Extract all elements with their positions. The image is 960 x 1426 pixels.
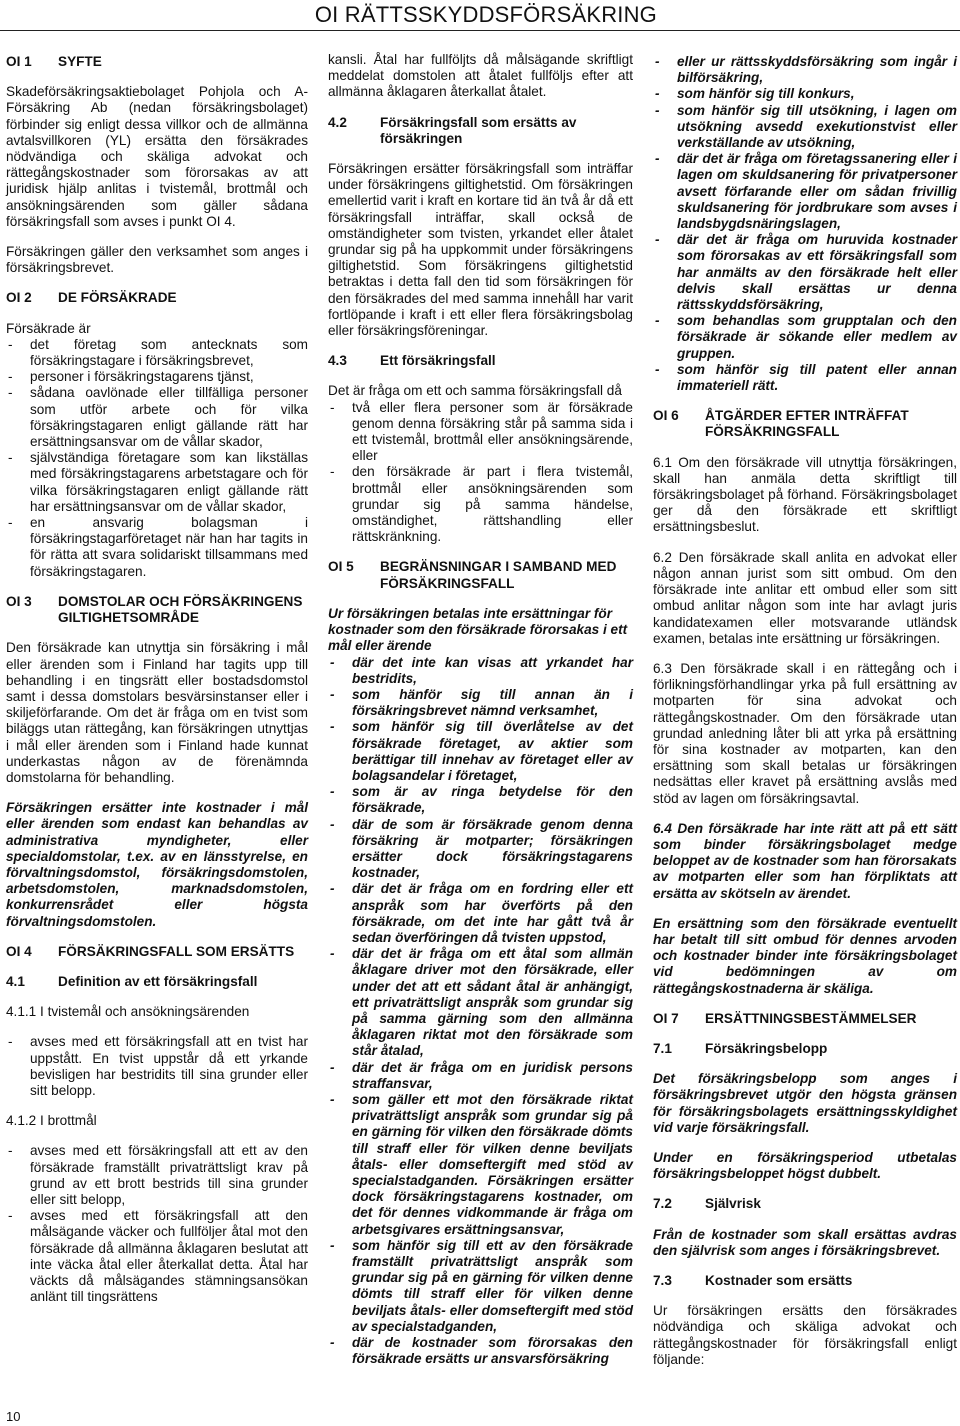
- title-bar: [0, 0, 960, 31]
- section-oi4-heading: [6, 944, 308, 960]
- column-3: [653, 54, 957, 1382]
- list-item: - där det är fråga om huruvida kostnader som förorsakas av ett försäkringsfall som har anmälts av den försäkrade helt eller delvis skall ersättas ur denna rättsskyddsförsäkring,: [653, 232, 957, 313]
- list-item: - avses med ett försäkringsfall att en tvist har uppstått. En tvist uppstår då ett yrkande bevisligen har bestridits till sina grunder eller sitt belopp.: [6, 1034, 308, 1099]
- list-item: - där det är fråga om en fordring eller ett anspråk som har överförts på den försäkrade, om det inte har gått två år sedan överföringen då tvisten uppstod,: [328, 881, 633, 946]
- list-item: - där de som är försäkrade genom denna försäkring är motparter; försäkringen ersätter dock försäkringstagarens kostnader,: [328, 817, 633, 882]
- paragraph-6-4: 6.4 Den försäkrade har inte rätt att på ett sätt som binder försäkringsbolaget medge beloppet av de kostnader som han förorsakats av motparten eller som han förpliktats att ersätta av skötseln av ärendet.: [653, 820, 957, 901]
- list-item: - en ansvarig bolagsman i försäkringstagarföretaget när han har tagits in för rätta att svara solidariskt tillsammans med försäkringstagaren.: [6, 515, 308, 580]
- subsection-title: Självrisk: [705, 1196, 761, 1212]
- subsection-4-1-2: 4.1.2 I brottmål: [6, 1113, 97, 1129]
- subsection-7-1-heading: [653, 1041, 957, 1057]
- paragraph-6-5: En ersättning som den försäkrade eventuellt har betalt till sitt ombud för dennes arvoden och kostnader binder inte försäkringsbolaget vid bedömningen av om rättegångskostnaderna är skäliga.: [653, 915, 957, 996]
- section-title: DOMSTOLAR OCH FÖRSÄKRINGENS GILTIGHETSOMRÅDE: [58, 593, 303, 626]
- subsection-title: Ett försäkringsfall: [380, 353, 496, 369]
- section-title: ERSÄTTNINGSBESTÄMMELSER: [705, 1010, 917, 1026]
- section-number: OI 3: [6, 593, 32, 609]
- s412-list: [6, 1143, 308, 1305]
- oi5-list: [328, 655, 633, 1368]
- list-item: - personer i försäkringstagarens tjänst,: [6, 369, 308, 385]
- list-item: - där det är fråga om ett åtal som allmän åklagare driver mot den försäkrade, eller under det att ett sådant åtal är anhängigt, ett privaträttsligt anspråk som grundar sig på samma gärning som den allmänna åklagaren riktat mot den försäkrade som står åtalad,: [328, 946, 633, 1059]
- subsection-number: 7.2: [653, 1196, 672, 1212]
- subsection-7-2-heading: [653, 1196, 957, 1212]
- list-item: - som är av ringa betydelse för den försäkrade,: [328, 784, 633, 816]
- subsection-title: Kostnader som ersätts: [705, 1273, 853, 1288]
- subsection-4-2-heading: [328, 115, 633, 147]
- subsection-4-3-heading: [328, 353, 633, 369]
- list-item: - som hänför sig till överlåtelse av det försäkrade företaget, av aktier som berättigar till innehav av företaget eller av bolagsandelar i företaget,: [328, 719, 633, 784]
- list-item: - där det inte kan visas att yrkandet har bestridits,: [328, 655, 633, 687]
- list-item: - som behandlas som grupptalan och den försäkrade är sökande eller medlem av gruppen.: [653, 313, 957, 362]
- list-item: - som gäller ett mot den försäkrade riktat privaträttsligt anspråk som grundar sig på en gärning för vilken den försäkrade dömts till straff eller för vilken denne beviljats åtals- eller domseftergift med stöd av specialstadganden. Försäkringen ersätter dock försäkringstagarens kostnader, om det för dennes vidkommande är fråga om arbetsgivares ersättningsansvar,: [328, 1092, 633, 1238]
- s42-paragraph: Försäkringen ersätter försäkringsfall som inträffar under försäkringens giltighetstid. Om försäkringen emellertid varit i kraft en kortare tid än två år då ett försäkringsfall inträffar, skall också de omständigheter som tvisten, yrkandet eller åtalet grundar sig på ha uppkommit under försäkringens giltighetstid. Som försäkringens giltighetstid betraktas i detta fall den tid som försäkringen för den försäkrades del med samma innehåll har varit fortlöpande i kraft i ett eller flera försäkringsbolag eller försäkringsföreningar.: [328, 161, 633, 339]
- section-title: ÅTGÄRDER EFTER INTRÄFFAT FÖRSÄKRINGSFALL: [705, 408, 909, 440]
- oi2-list: [6, 337, 308, 580]
- section-number: OI 6: [653, 408, 679, 424]
- section-oi1-heading: [6, 54, 308, 70]
- paragraph-6-2: 6.2 Den försäkrade skall anlita en advokat eller någon annan jurist som sitt ombud. Om den försäkrade inte anlitar ett ombud eller som sitt ombud anlitar någon som inte har avlagt juris kandidatexamen eller motsvarande utländsk examen, betalas inte ersättning ur försäkringen.: [653, 549, 957, 646]
- s72-paragraph: Från de kostnader som skall ersättas avdras den självrisk som anges i försäkringsbrevet.: [653, 1226, 957, 1258]
- section-number: OI 5: [328, 559, 354, 575]
- subsection-title: Försäkringsbelopp: [705, 1040, 828, 1056]
- subsection-title: Försäkringsfall som ersätts av försäkringen: [380, 114, 577, 146]
- list-item: - avses med ett försäkringsfall att ett av den försäkrade framställt privaträttsligt krav på grund av ett brott bestrids till sina grunder eller sitt belopp,: [6, 1143, 308, 1208]
- column-1: [6, 54, 308, 1319]
- list-item: - eller ur rättsskyddsförsäkring som ingår i bilförsäkring,: [653, 54, 957, 86]
- section-number: OI 7: [653, 1010, 679, 1026]
- section-title: BEGRÄNSNINGAR I SAMBAND MED FÖRSÄKRINGSFALL: [380, 559, 617, 591]
- list-item: - som hänför sig till konkurs,: [653, 86, 957, 102]
- section-oi3-heading: [6, 594, 308, 626]
- oi1-paragraph-2: Försäkringen gäller den verksamhet som anges i försäkringsbrevet.: [6, 244, 308, 276]
- oi3-paragraph-2: Försäkringen ersätter inte kostnader i mål eller ärenden som endast kan behandlas av administrativa myndigheter, eller specialdomstolar, t.ex. av en länsstyrelse, en förvaltningsdomstol, försäkringsdomstolen, arbetsdomstolen, marknadsdomstolen, konkurrensrådet eller högsta förvaltningsdomstolen.: [6, 800, 308, 929]
- section-oi2-heading: [6, 290, 308, 306]
- list-item: - självständiga företagare som kan likställas med försäkringstagarens arbetstagare och för vilka försäkringstagaren enligt gällande rätt har ersättningsansvar om de vållar skador,: [6, 450, 308, 515]
- list-item: - avses med ett försäkringsfall att den målsägande väcker och fullföljer åtal mot den försäkrade då allmänna åklagaren beslutat att inte väcka åtal eller återkallat detta. Åtal har väckts då målsägandes stämningsansökan anlänt till tingsrättens: [6, 1208, 308, 1305]
- section-title: FÖRSÄKRINGSFALL SOM ERSÄTTS: [58, 943, 295, 959]
- subsection-number: 7.3: [653, 1273, 672, 1288]
- list-item: - där det är fråga om företagssanering eller i lagen om skuldsanering för privatpersoner avsett förfarande eller om sådan frivillig skuldsanering för jordbrukare som avses i landsbygdsnäringslagen,: [653, 151, 957, 232]
- list-item: - det företag som antecknats som försäkringstagare i försäkringsbrevet,: [6, 337, 308, 369]
- section-number: OI 2: [6, 290, 32, 306]
- s43-intro: Det är fråga om ett och samma försäkringsfall då: [328, 383, 622, 399]
- list-item: - den försäkrade är part i flera tvistemål, brottmål eller ansökningsärenden som grundar sig på samma händelse, omständighet, rättshandling eller rättskränkning.: [328, 464, 633, 545]
- paragraph-6-3: 6.3 Den försäkrade skall i en rättegång och i förlikningsförhandlingar yrka på full ersättning av motparten för sina advokat och rättegångskostnader. Om den försäkrade utan grundad anledning låter bli att yrka på ersättning för sina kostnader av motparten, kan den ersättning som skall betalas ur försäkringen nedsättas eller kravet på ersättning avslås med stöd av lagen om försäkringsavtal.: [653, 660, 957, 806]
- oi1-paragraph-1: Skadeförsäkringsaktiebolaget Pohjola och A-Försäkring Ab (nedan försäkringsbolaget) förbinder sig enligt dessa villkor och de allmänna avtalsvillkoren (YL) ersätta den försäkrades nödvändiga och skäliga advokat och rättegångskostnader som förorsakas av att juridisk hjälp anlitas i tvistemål, brottmål och ansökningsärenden som gäller sådana försäkringsfall som avses i punkt OI 4.: [6, 84, 308, 229]
- subsection-title: Definition av ett försäkringsfall: [58, 973, 258, 989]
- list-item: - sådana oavlönade eller tillfälliga personer som utför arbete och för vilka försäkringstagaren enligt gällande rätt har ersättningsansvar om de vållar skador,: [6, 385, 308, 450]
- subsection-4-1-1: 4.1.1 I tvistemål och ansökningsärenden: [6, 1004, 250, 1020]
- s411-list: [6, 1034, 308, 1099]
- section-oi5-heading: [328, 559, 633, 591]
- list-item: - där de kostnader som förorsakas den försäkrade ersätts ur ansvarsförsäkring: [328, 1335, 633, 1367]
- subsection-number: 4.2: [328, 114, 347, 130]
- continued-paragraph: kansli. Åtal har fullföljts då målsägande skriftligt meddelat domstolen att åtalet fullföljs efter att allmänna åklagaren återkallat åtalet.: [328, 52, 633, 100]
- list-item: - som hänför sig till ett av den försäkrade framställt privaträttsligt anspråk som grundar sig på en gärning för vilken denne dömts till straff eller för vilken denne beviljats åtals- eller domseftergift med stöd av specialstadganden,: [328, 1238, 633, 1335]
- subsection-7-3-heading: [653, 1273, 957, 1289]
- section-oi6-heading: [653, 408, 957, 440]
- subsection-number: 4.3: [328, 353, 347, 369]
- paragraph-6-1: 6.1 Om den försäkrade vill utnyttja försäkringen, skall han anmäla detta skriftligt till försäkringsbolaget på förhand. Försäkringsbolaget ger då den försäkrade ett skriftligt ersättningsbeslut.: [653, 454, 957, 535]
- list-item: - som hänför sig till patent eller annan immateriell rätt.: [653, 362, 957, 394]
- subsection-number: 7.1: [653, 1040, 672, 1056]
- s71-paragraph-2: Under en försäkringsperiod utbetalas försäkringsbeloppet högst dubbelt.: [653, 1149, 957, 1182]
- section-title: DE FÖRSÄKRADE: [58, 290, 177, 306]
- oi3-paragraph-1: Den försäkrade kan utnyttja sin försäkring i mål eller ärenden som i Finland har tagits upp till behandling i en tingsrätt eller bostadsdomstol samt i dessa domstolars besvärsinstanser eller i skiljeförfarande. Om det är fråga om en tvist som biläggs utan rättegång, kan försäkringen utnyttjas i mål eller ärenden som i Finland hade kunnat underkastas någon av de förenämnda domstolarna för behandling.: [6, 640, 308, 785]
- page-number: 10: [6, 1409, 21, 1424]
- oi5-list-continued: [653, 54, 957, 394]
- section-number: OI 1: [6, 54, 32, 69]
- subsection-4-1-heading: [6, 974, 308, 990]
- list-item: - två eller flera personer som är försäkrade genom denna försäkring står på samma sida i ett tvistemål, brottmål eller ansökningsärende, eller: [328, 400, 633, 465]
- subsection-number: 4.1: [6, 973, 25, 989]
- list-item: - där det är fråga om en juridisk persons straffansvar,: [328, 1060, 633, 1092]
- s71-paragraph-1: Det försäkringsbelopp som anges i försäkringsbrevet utgör den högsta gränsen för försäkringsbolagets ersättningsskyldighet vid varje försäkringsfall.: [653, 1071, 957, 1135]
- page-title: OI RÄTTSSKYDDSFÖRSÄKRING: [314, 2, 657, 27]
- list-item: - som hänför sig till utsökning, i lagen om utsökning avsedd exekutionstvist eller verkställande av utsökning,: [653, 103, 957, 152]
- s73-paragraph: Ur försäkringen ersätts den försäkrades nödvändiga och skäliga advokat och rättegångskostnader för försäkringsfall enligt följande:: [653, 1303, 957, 1367]
- oi5-intro: Ur försäkringen betalas inte ersättningar för kostnader som den försäkrade förorsakas i ett mål eller ärende: [328, 605, 628, 654]
- column-2: [328, 54, 633, 1381]
- section-number: OI 4: [6, 943, 32, 959]
- oi2-intro: Försäkrade är: [6, 320, 91, 336]
- list-item: - som hänför sig till annan än i försäkringsbrevet nämnd verksamhet,: [328, 687, 633, 719]
- section-oi7-heading: [653, 1011, 957, 1027]
- section-title: SYFTE: [58, 54, 102, 69]
- s43-list: [328, 400, 633, 546]
